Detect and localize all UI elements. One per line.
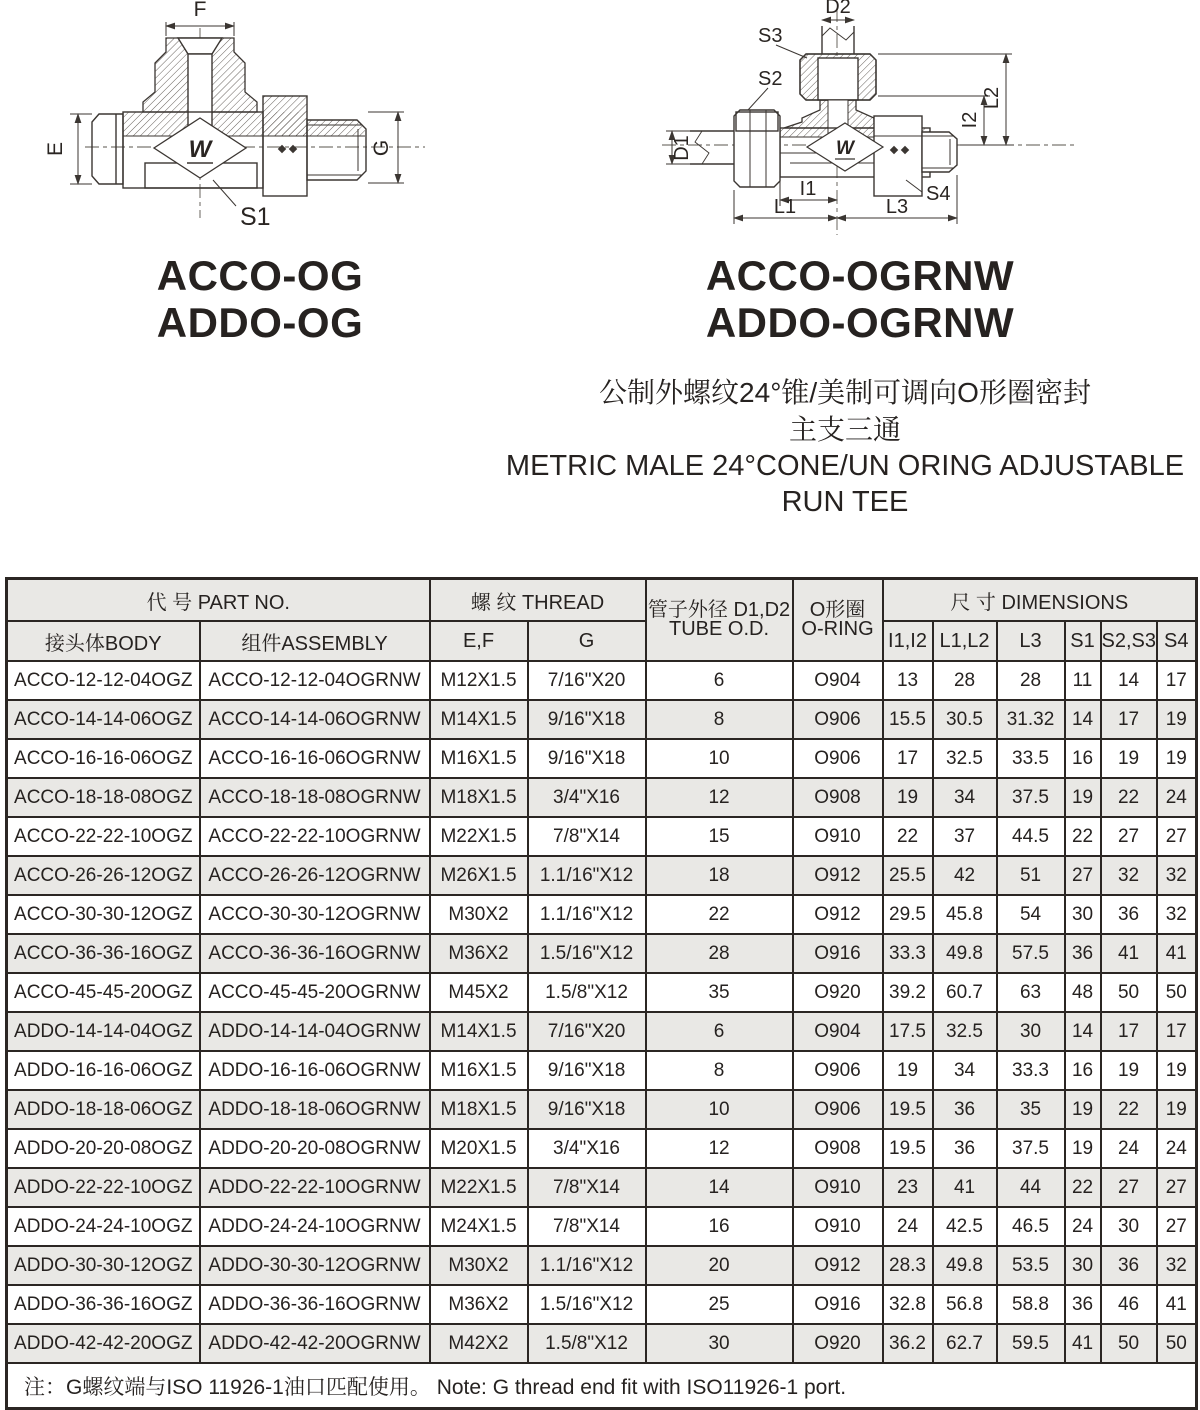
dim-label-s4: S4 [926,183,951,205]
table-cell: 27 [1157,1168,1197,1207]
table-row [7,700,1197,739]
table-cell: 36.2 [883,1324,933,1363]
table-cell: 16 [646,1207,793,1246]
table-cell: ACCO-45-45-20OGRNW [200,973,430,1012]
table-row [7,739,1197,778]
table-cell: 44 [997,1168,1065,1207]
col-header-part-no: 代 号 PART NO. [7,579,430,622]
col-header-oring [793,579,883,662]
table-cell: M14X1.5 [430,700,528,739]
table-cell: M26X1.5 [430,856,528,895]
table-cell: 29.5 [883,895,933,934]
table-cell: O912 [793,1246,883,1285]
table-cell: ACCO-30-30-12OGZ [7,895,200,934]
dim-label-e: E [44,141,67,157]
svg-text:W: W [188,136,212,163]
table-cell: 27 [1157,1207,1197,1246]
table-cell: ACCO-18-18-08OGRNW [200,778,430,817]
table-cell: ADDO-30-30-12OGRNW [200,1246,430,1285]
table-cell: 18 [646,856,793,895]
table-cell: 30 [997,1012,1065,1051]
table-cell: ADDO-36-36-16OGZ [7,1285,200,1324]
model-name: ADDO-OGRNW [705,299,1015,346]
table-cell: M30X2 [430,1246,528,1285]
col-header-l3: L3 [997,621,1065,661]
table-cell: M14X1.5 [430,1012,528,1051]
table-cell: 14 [1065,700,1101,739]
table-cell: 25.5 [883,856,933,895]
table-cell: M36X2 [430,1285,528,1324]
table-cell: 19 [1157,739,1197,778]
table-cell: 58.8 [997,1285,1065,1324]
spec-table-body [7,661,1197,1363]
table-cell: M42X2 [430,1324,528,1363]
table-cell: ADDO-18-18-06OGRNW [200,1090,430,1129]
table-cell: 22 [883,817,933,856]
table-cell: 28 [646,934,793,973]
table-cell: 36 [1065,934,1101,973]
table-cell: 62.7 [933,1324,997,1363]
dim-label-l1: L1 [773,196,797,218]
description-line-en: RUN TEE [781,486,909,518]
table-cell: 19 [883,1051,933,1090]
table-cell: 28.3 [883,1246,933,1285]
table-cell: O906 [793,739,883,778]
table-cell: 19.5 [883,1129,933,1168]
table-cell: ADDO-14-14-04OGZ [7,1012,200,1051]
left-model-title [40,252,480,346]
table-cell: 11 [1065,661,1101,700]
table-cell: 19 [1101,739,1157,778]
table-cell: 63 [997,973,1065,1012]
table-cell: 19 [1065,778,1101,817]
description-line-en: METRIC MALE 24°CONE/UN ORING ADJUSTABLE [505,450,1185,482]
table-cell: 49.8 [933,1246,997,1285]
col-header-oring-zh: O形圈 [809,599,866,621]
table-cell: 7/8"X14 [528,817,646,856]
table-cell: 14 [1101,661,1157,700]
table-row [7,1051,1197,1090]
table-cell: 24 [883,1207,933,1246]
table-cell: 50 [1101,973,1157,1012]
table-cell: O916 [793,934,883,973]
table-row [7,1168,1197,1207]
table-row [7,973,1197,1012]
table-cell: 9/16"X18 [528,700,646,739]
table-cell: 59.5 [997,1324,1065,1363]
table-cell: M24X1.5 [430,1207,528,1246]
table-cell: O906 [793,700,883,739]
table-cell: 45.8 [933,895,997,934]
table-cell: ACCO-22-22-10OGRNW [200,817,430,856]
table-cell: ACCO-16-16-06OGRNW [200,739,430,778]
table-cell: M16X1.5 [430,739,528,778]
table-cell: 12 [646,1129,793,1168]
table-cell: 46 [1101,1285,1157,1324]
table-cell: 14 [1065,1012,1101,1051]
dim-label-s1: S1 [240,203,271,231]
table-cell: 1.5/16"X12 [528,934,646,973]
table-cell: 19 [1157,1090,1197,1129]
table-row [7,934,1197,973]
table-cell: 46.5 [997,1207,1065,1246]
table-cell: ADDO-22-22-10OGRNW [200,1168,430,1207]
table-cell: ADDO-20-20-08OGRNW [200,1129,430,1168]
table-cell: 27 [1157,817,1197,856]
table-cell: M36X2 [430,934,528,973]
table-cell: M22X1.5 [430,817,528,856]
table-cell: 24 [1065,1207,1101,1246]
table-cell: O912 [793,856,883,895]
table-cell: ADDO-24-24-10OGRNW [200,1207,430,1246]
table-cell: ACCO-30-30-12OGRNW [200,895,430,934]
table-cell: 19 [1065,1129,1101,1168]
table-row [7,817,1197,856]
table-cell: 19 [1157,700,1197,739]
table-cell: 7/8"X14 [528,1207,646,1246]
table-cell: O920 [793,1324,883,1363]
table-cell: 23 [883,1168,933,1207]
table-cell: 33.5 [997,739,1065,778]
table-cell: ACCO-26-26-12OGZ [7,856,200,895]
table-cell: ACCO-36-36-16OGRNW [200,934,430,973]
table-cell: 44.5 [997,817,1065,856]
table-cell: 1.1/16"X12 [528,1246,646,1285]
col-header-dimensions: 尺 寸 DIMENSIONS [883,579,1197,622]
table-cell: 24 [1157,778,1197,817]
col-header-g: G [528,621,646,661]
dim-label-l2: L2 [981,86,1003,110]
table-cell: 22 [1101,1090,1157,1129]
right-model-title [640,252,1080,346]
table-cell: 50 [1101,1324,1157,1363]
table-cell: 19 [1101,1051,1157,1090]
dim-label-i1: I1 [799,178,817,200]
table-cell: ACCO-16-16-06OGZ [7,739,200,778]
table-cell: M16X1.5 [430,1051,528,1090]
table-cell: 34 [933,778,997,817]
table-cell: 42 [933,856,997,895]
table-cell: 9/16"X18 [528,739,646,778]
table-cell: 22 [646,895,793,934]
table-cell: ADDO-24-24-10OGZ [7,1207,200,1246]
description-line-zh: 公制外螺纹24°锥/美制可调向O形圈密封 [599,377,1091,408]
table-note: 注：G螺纹端与ISO 11926-1油口匹配使用。 Note: G thread end fit with ISO11926-1 port. [7,1363,1197,1409]
table-row [7,895,1197,934]
col-header-oring-en: O-RING [801,618,874,640]
table-cell: 30 [1101,1207,1157,1246]
table-row [7,1207,1197,1246]
table-cell: 19 [883,778,933,817]
table-cell: 15 [646,817,793,856]
table-cell: ACCO-45-45-20OGZ [7,973,200,1012]
col-header-tube-od [646,579,793,662]
table-cell: M22X1.5 [430,1168,528,1207]
table-cell: 32 [1101,856,1157,895]
table-cell: 36 [1101,1246,1157,1285]
table-cell: 50 [1157,973,1197,1012]
table-row [7,778,1197,817]
table-cell: 17 [1101,700,1157,739]
col-header-s2s3: S2,S3 [1101,621,1157,661]
table-cell: 51 [997,856,1065,895]
table-cell: 36 [933,1129,997,1168]
table-cell: 16 [1065,739,1101,778]
table-cell: 30 [1065,1246,1101,1285]
table-cell: 17 [1101,1012,1157,1051]
table-cell: 57.5 [997,934,1065,973]
table-cell: O916 [793,1285,883,1324]
table-row [7,856,1197,895]
table-cell: M12X1.5 [430,661,528,700]
table-cell: 1.1/16"X12 [528,856,646,895]
table-cell: O904 [793,661,883,700]
dim-label-l3: L3 [885,196,909,218]
table-cell: 32.8 [883,1285,933,1324]
col-header-tube-od-en: TUBE O.D. [669,618,770,640]
table-cell: 37.5 [997,778,1065,817]
table-cell: O910 [793,1168,883,1207]
col-header-tube-od-zh: 管子外径 D1,D2 [647,599,791,621]
table-cell: ACCO-14-14-06OGRNW [200,700,430,739]
table-row [7,661,1197,700]
col-header-l1l2: L1,L2 [933,621,997,661]
table-cell: ACCO-36-36-16OGZ [7,934,200,973]
table-cell: 33.3 [883,934,933,973]
section-hatch [123,38,365,136]
dim-label-g: G [370,139,393,157]
table-cell: ADDO-16-16-06OGRNW [200,1051,430,1090]
table-cell: 37.5 [997,1129,1065,1168]
table-cell: 17 [1157,1012,1197,1051]
table-cell: 41 [933,1168,997,1207]
table-cell: ACCO-12-12-04OGRNW [200,661,430,700]
table-cell: 12 [646,778,793,817]
table-cell: 32.5 [933,1012,997,1051]
table-cell: 27 [1101,817,1157,856]
table-cell: ADDO-36-36-16OGRNW [200,1285,430,1324]
table-cell: ADDO-22-22-10OGZ [7,1168,200,1207]
table-cell: 30 [1065,895,1101,934]
table-cell: ACCO-14-14-06OGZ [7,700,200,739]
col-header-ef: E,F [430,621,528,661]
table-cell: 1.1/16"X12 [528,895,646,934]
table-cell: O920 [793,973,883,1012]
table-cell: 8 [646,1051,793,1090]
spec-table [5,577,1198,1410]
table-cell: 20 [646,1246,793,1285]
dim-label-i2: I2 [959,111,981,129]
table-cell: ACCO-12-12-04OGZ [7,661,200,700]
dim-label-d2: D2 [825,0,851,18]
table-cell: M20X1.5 [430,1129,528,1168]
col-header-i1i2: I1,I2 [883,621,933,661]
table-cell: 22 [1101,778,1157,817]
table-cell: ADDO-16-16-06OGZ [7,1051,200,1090]
table-cell: ADDO-20-20-08OGZ [7,1129,200,1168]
table-cell: 9/16"X18 [528,1090,646,1129]
table-cell: 33.3 [997,1051,1065,1090]
table-cell: 7/16"X20 [528,661,646,700]
table-cell: 32.5 [933,739,997,778]
table-cell: ACCO-26-26-12OGRNW [200,856,430,895]
table-cell: 8 [646,700,793,739]
left-fitting-drawing [0,0,460,255]
table-cell: 17 [883,739,933,778]
model-name: ACCO-OG [156,252,364,299]
table-cell: 1.5/8"X12 [528,1324,646,1363]
table-cell: 41 [1101,934,1157,973]
table-cell: 27 [1101,1168,1157,1207]
table-row [7,1324,1197,1363]
table-cell: ADDO-18-18-06OGZ [7,1090,200,1129]
table-cell: 3/4"X16 [528,1129,646,1168]
table-cell: ACCO-18-18-08OGZ [7,778,200,817]
table-cell: 14 [646,1168,793,1207]
table-cell: 42.5 [933,1207,997,1246]
table-cell: 36 [1065,1285,1101,1324]
col-header-thread: 螺 纹 THREAD [430,579,646,622]
table-cell: ADDO-14-14-04OGRNW [200,1012,430,1051]
table-cell: O910 [793,1207,883,1246]
dim-label-d1: D1 [671,135,693,161]
table-cell: 39.2 [883,973,933,1012]
table-cell: O906 [793,1051,883,1090]
table-cell: 17 [1157,661,1197,700]
model-name: ACCO-OGRNW [705,252,1015,299]
table-cell: 28 [997,661,1065,700]
table-cell: 35 [997,1090,1065,1129]
table-cell: 48 [1065,973,1101,1012]
table-cell: 32 [1157,895,1197,934]
table-cell: O908 [793,1129,883,1168]
table-cell: 36 [933,1090,997,1129]
table-cell: O908 [793,778,883,817]
table-cell: 34 [933,1051,997,1090]
table-cell: 30.5 [933,700,997,739]
table-cell: 49.8 [933,934,997,973]
table-cell: 24 [1157,1129,1197,1168]
table-cell: 25 [646,1285,793,1324]
model-name: ADDO-OG [156,299,364,346]
col-header-s4: S4 [1157,621,1197,661]
table-cell: 19 [1157,1051,1197,1090]
table-cell: O912 [793,895,883,934]
col-header-s1: S1 [1065,621,1101,661]
dim-label-f: F [193,0,207,21]
table-cell: O906 [793,1090,883,1129]
table-cell: 28 [933,661,997,700]
table-cell: 15.5 [883,700,933,739]
product-description [495,374,1195,520]
table-cell: M18X1.5 [430,778,528,817]
col-header-assembly: 组件ASSEMBLY [200,621,430,661]
table-cell: O904 [793,1012,883,1051]
table-cell: 37 [933,817,997,856]
svg-text:W: W [836,138,854,159]
table-cell: ADDO-42-42-20OGZ [7,1324,200,1363]
table-cell: 35 [646,973,793,1012]
table-cell: M18X1.5 [430,1090,528,1129]
table-cell: 19 [1065,1090,1101,1129]
table-cell: 7/8"X14 [528,1168,646,1207]
table-cell: 3/4"X16 [528,778,646,817]
table-row [7,1090,1197,1129]
table-cell: 30 [646,1324,793,1363]
table-row [7,1012,1197,1051]
table-cell: 36 [1101,895,1157,934]
table-cell: 6 [646,661,793,700]
table-cell: 1.5/16"X12 [528,1285,646,1324]
table-cell: 54 [997,895,1065,934]
table-cell: 41 [1157,1285,1197,1324]
table-cell: 1.5/8"X12 [528,973,646,1012]
dim-label-s3: S3 [758,25,783,47]
table-cell: 22 [1065,817,1101,856]
table-cell: 50 [1157,1324,1197,1363]
table-row [7,1246,1197,1285]
table-cell: 9/16"X18 [528,1051,646,1090]
table-cell: 53.5 [997,1246,1065,1285]
table-cell: 41 [1065,1324,1101,1363]
table-cell: 19.5 [883,1090,933,1129]
table-cell: ADDO-30-30-12OGZ [7,1246,200,1285]
table-cell: 10 [646,739,793,778]
table-cell: O910 [793,817,883,856]
table-cell: ACCO-22-22-10OGZ [7,817,200,856]
table-row [7,1129,1197,1168]
table-cell: M45X2 [430,973,528,1012]
table-cell: 22 [1065,1168,1101,1207]
table-cell: 60.7 [933,973,997,1012]
table-cell: 32 [1157,1246,1197,1285]
table-cell: 7/16"X20 [528,1012,646,1051]
table-cell: M30X2 [430,895,528,934]
description-line-zh: 主支三通 [788,414,901,445]
table-cell: ADDO-42-42-20OGRNW [200,1324,430,1363]
table-cell: 17.5 [883,1012,933,1051]
table-cell: 27 [1065,856,1101,895]
table-cell: 10 [646,1090,793,1129]
table-cell: 41 [1157,934,1197,973]
table-cell: 13 [883,661,933,700]
table-cell: 6 [646,1012,793,1051]
right-fitting-drawing [650,0,1120,250]
table-cell: 32 [1157,856,1197,895]
table-row [7,1285,1197,1324]
table-cell: 24 [1101,1129,1157,1168]
dim-label-s2: S2 [758,68,783,90]
table-cell: 16 [1065,1051,1101,1090]
table-cell: 56.8 [933,1285,997,1324]
col-header-body: 接头体BODY [7,621,200,661]
table-cell: 31.32 [997,700,1065,739]
